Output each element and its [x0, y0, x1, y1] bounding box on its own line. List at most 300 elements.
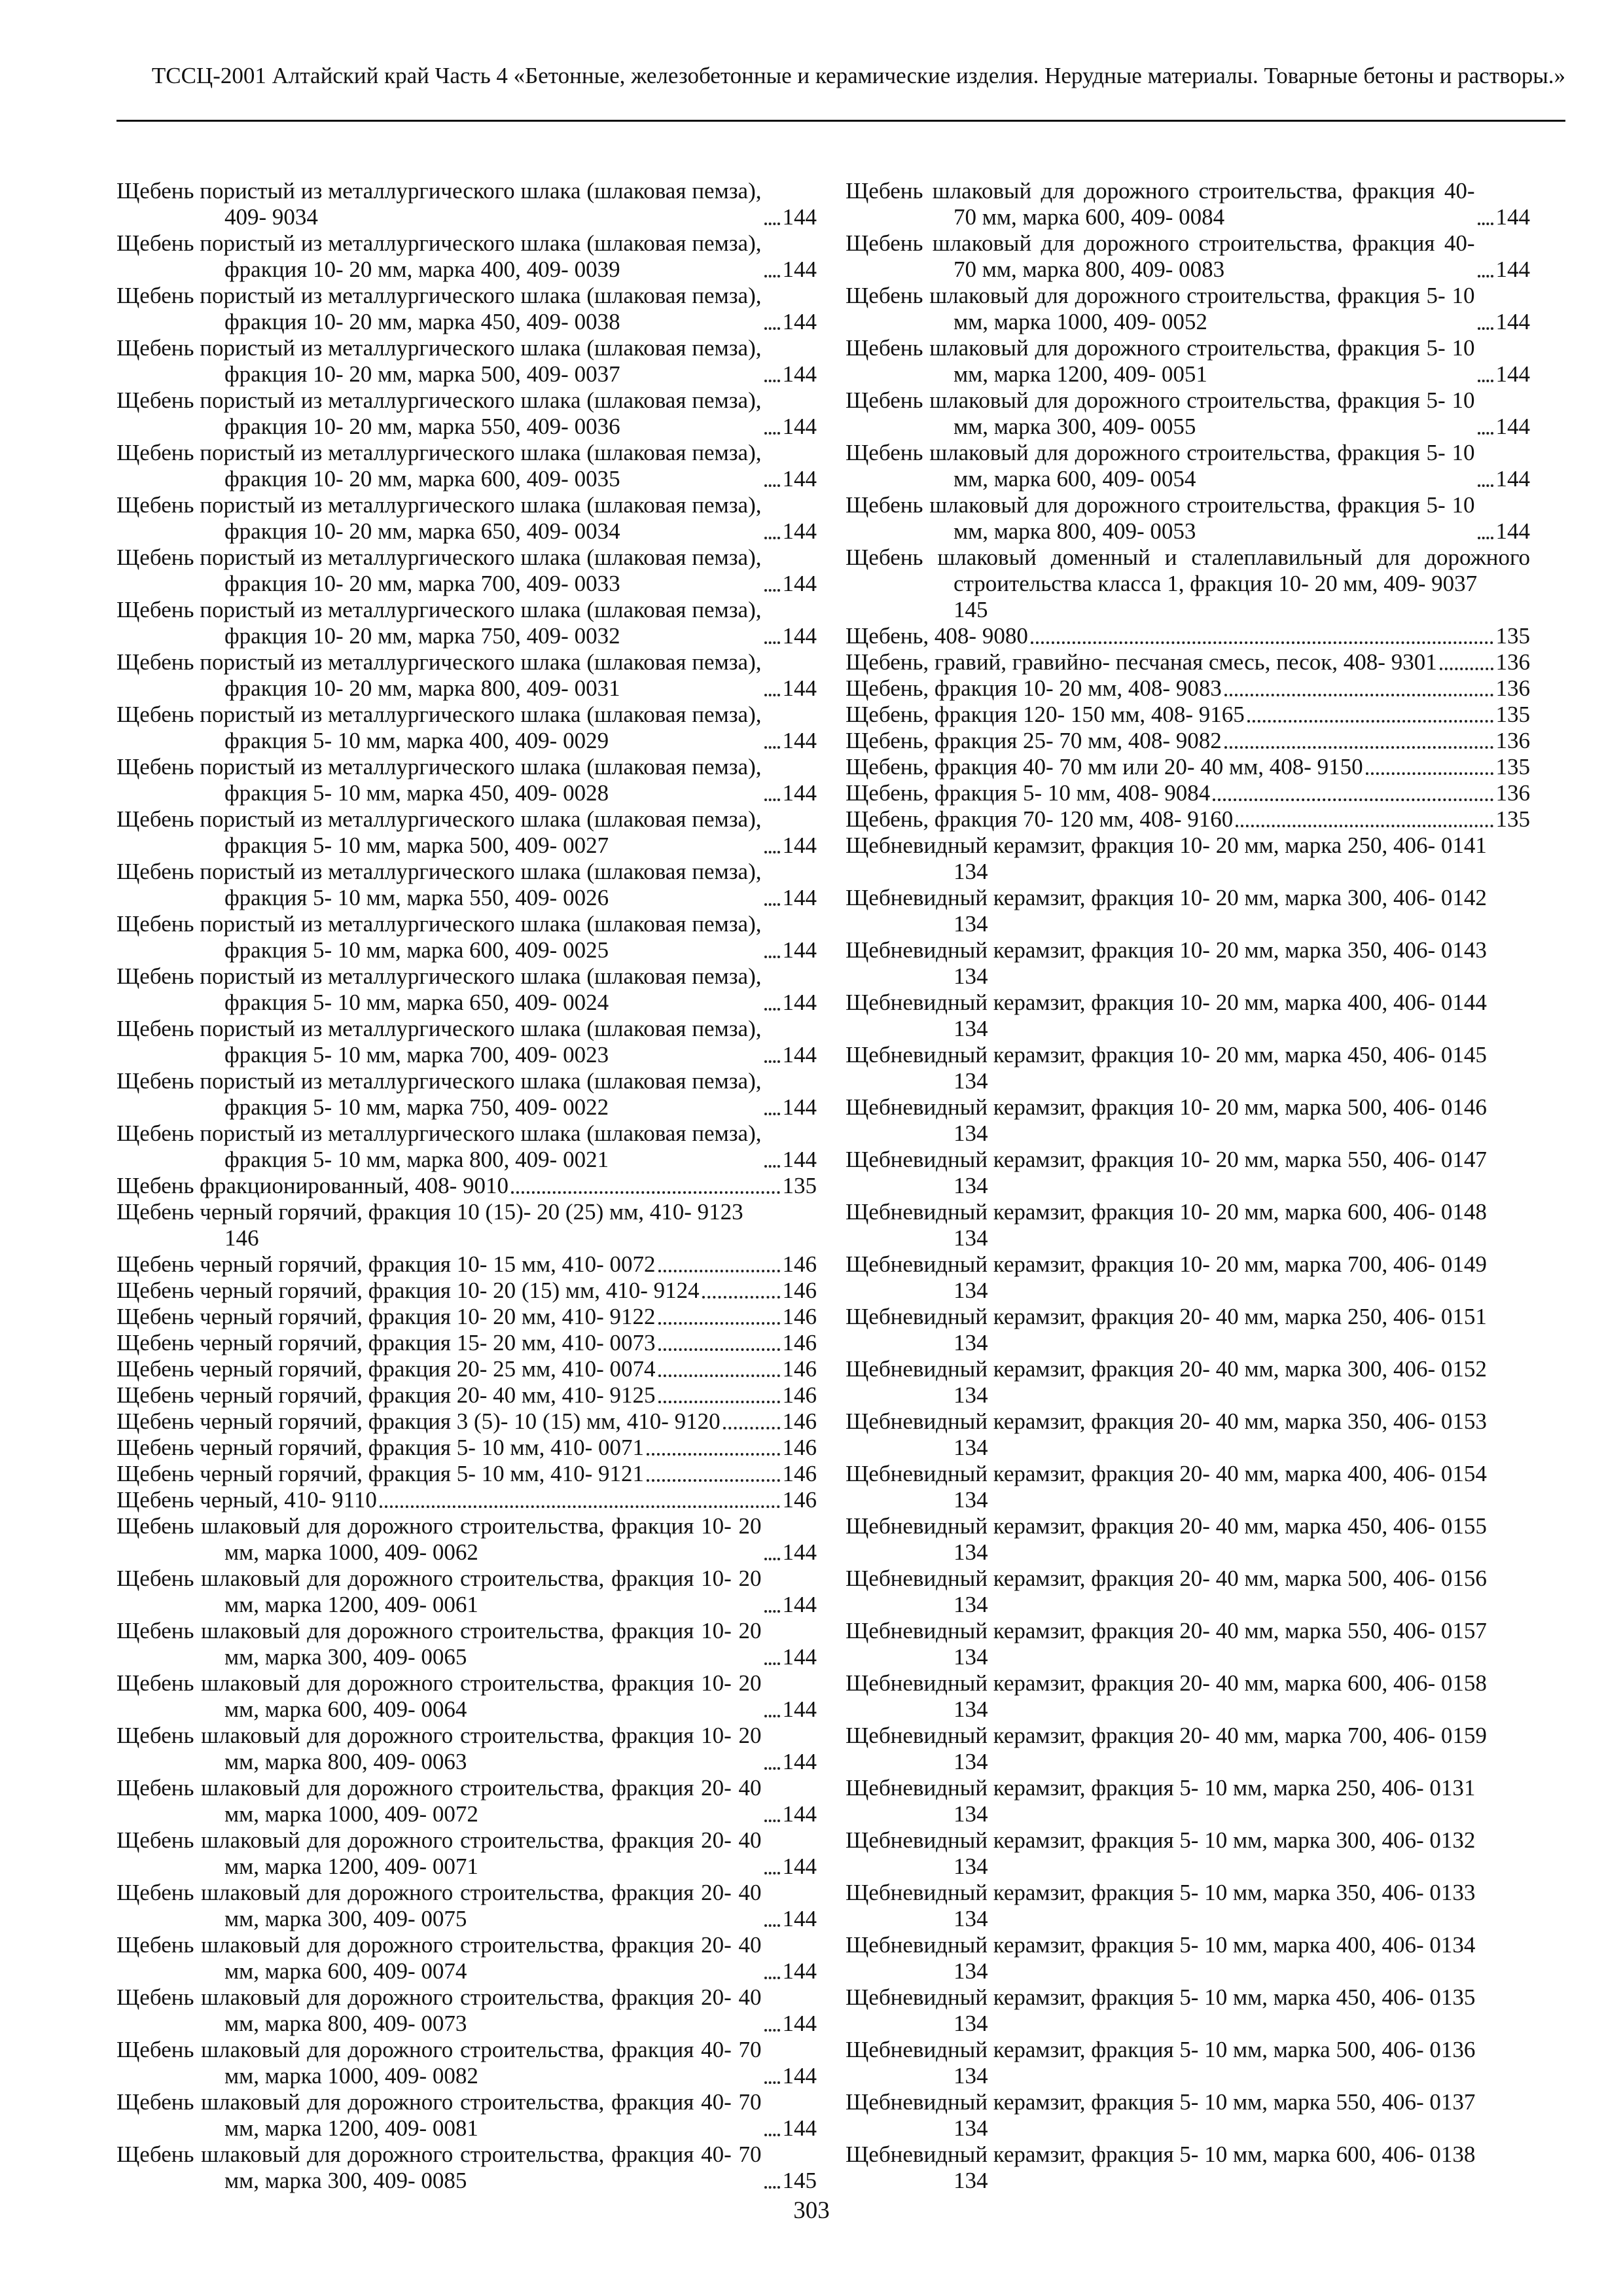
- index-entry-page: 144: [1495, 361, 1530, 387]
- index-entry: [846, 1618, 1530, 1670]
- index-entry-page: 144: [782, 1801, 817, 1827]
- index-entry-page: 144: [782, 1539, 817, 1565]
- dot-leader: [658, 1348, 780, 1351]
- index-entry-text: Щебень шлаковый для дорожного строительства, фракция 5- 10 мм, марка 800, 409- 0053: [846, 492, 1475, 544]
- dot-leader: [1213, 798, 1493, 801]
- index-entry-text: Щебневидный керамзит, фракция 20- 40 мм, марка 550, 406- 0157: [846, 1618, 1487, 1643]
- index-column-right: [846, 178, 1530, 2194]
- dot-leader: [764, 2134, 780, 2136]
- index-entry-page: 134: [954, 2168, 988, 2193]
- index-entry-text: Щебневидный керамзит, фракция 10- 20 мм, марка 350, 406- 0143: [846, 937, 1487, 963]
- dot-leader: [764, 1662, 780, 1665]
- index-entry-text: Щебень шлаковый для дорожного строительства, фракция 20- 40 мм, марка 1200, 409- 0071: [116, 1827, 762, 1879]
- index-entry-page: 134: [954, 1435, 988, 1460]
- index-entry: [116, 1670, 817, 1723]
- index-entry-text: Щебневидный керамзит, фракция 5- 10 мм, марка 550, 406- 0137: [846, 2089, 1476, 2115]
- index-entry-page: 145: [954, 597, 988, 622]
- dot-leader: [647, 1453, 779, 1456]
- index-entry-text: Щебень пористый из металлургического шлака (шлаковая пемза), фракция 5- 10 мм, марка 650, 409- 0024: [116, 963, 762, 1015]
- index-entry: [116, 230, 817, 283]
- index-entry: [846, 1408, 1530, 1461]
- index-entry-page: 144: [782, 2115, 817, 2141]
- index-entry-page: 134: [954, 1801, 988, 1827]
- index-entry-page: 144: [1495, 466, 1530, 492]
- index-entry-page: 144: [782, 1906, 817, 1931]
- index-entry: [116, 806, 817, 859]
- dot-leader: [1478, 327, 1493, 330]
- index-entry-page: 134: [954, 2115, 988, 2141]
- index-entry-page: 146: [782, 1330, 817, 1355]
- index-entry-text: Щебень черный горячий, фракция 10 (15)- 20 (25) мм, 410- 9123: [116, 1199, 743, 1225]
- index-entry: [846, 1147, 1530, 1199]
- index-entry-page: 144: [782, 780, 817, 806]
- index-entry-page: 146: [782, 1435, 817, 1460]
- index-entry: [116, 387, 817, 440]
- index-entry: [846, 1827, 1530, 1880]
- index-entry: [116, 1068, 817, 1121]
- index-entry-text: Щебень фракционированный, 408- 9010: [116, 1173, 509, 1198]
- index-entry-text: Щебень шлаковый для дорожного строительства, фракция 40- 70 мм, марка 1000, 409- 0082: [116, 2037, 762, 2089]
- dot-leader: [764, 327, 780, 330]
- dot-leader: [764, 746, 780, 749]
- index-entry-text: Щебень, фракция 10- 20 мм, 408- 9083: [846, 675, 1222, 701]
- index-entry: [846, 728, 1530, 754]
- index-entry: [846, 780, 1530, 806]
- index-entry-page: 134: [954, 1278, 988, 1303]
- index-entry-text: Щебень пористый из металлургического шлака (шлаковая пемза), фракция 10- 20 мм, марка 600, 409- 0035: [116, 440, 762, 492]
- index-entry-text: Щебень черный горячий, фракция 15- 20 мм, 410- 0073: [116, 1330, 656, 1355]
- index-entry-page: 135: [1495, 754, 1530, 780]
- dot-leader: [764, 1715, 780, 1717]
- index-entry: [846, 1775, 1530, 1827]
- index-entry-page: 136: [1495, 649, 1530, 675]
- index-entry-page: 144: [782, 361, 817, 387]
- index-entry-text: Щебень, фракция 40- 70 мм или 20- 40 мм, 408- 9150: [846, 754, 1363, 780]
- dot-leader: [764, 2081, 780, 2084]
- index-entry: [116, 2142, 817, 2194]
- index-entry-text: Щебневидный керамзит, фракция 10- 20 мм, марка 600, 406- 0148: [846, 1199, 1487, 1225]
- dot-leader: [764, 694, 780, 696]
- index-entry-page: 144: [782, 1592, 817, 1617]
- index-entry-page: 134: [954, 1330, 988, 1355]
- index-entry-text: Щебневидный керамзит, фракция 5- 10 мм, марка 600, 406- 0138: [846, 2142, 1476, 2167]
- index-entry-text: Щебень шлаковый для дорожного строительства, фракция 20- 40 мм, марка 800, 409- 0073: [116, 1984, 762, 2036]
- index-entry-page: 136: [1495, 675, 1530, 701]
- index-entry-text: Щебень шлаковый для дорожного строительства, фракция 10- 20 мм, марка 300, 409- 0065: [116, 1618, 762, 1670]
- index-entry-page: 144: [782, 204, 817, 230]
- index-entry-text: Щебень черный горячий, фракция 3 (5)- 10 (15) мм, 410- 9120: [116, 1408, 721, 1434]
- index-entry-page: 144: [782, 1854, 817, 1879]
- index-entry: [846, 702, 1530, 728]
- index-entry-page: 144: [782, 1696, 817, 1722]
- index-entry-page: 134: [954, 1487, 988, 1513]
- index-entry-page: 144: [782, 1042, 817, 1067]
- index-entry-page: 144: [782, 1644, 817, 1670]
- index-entry-page: 144: [782, 937, 817, 963]
- index-entry-text: Щебневидный керамзит, фракция 10- 20 мм, марка 450, 406- 0145: [846, 1042, 1487, 1067]
- index-entry: [846, 1094, 1530, 1147]
- dot-leader: [764, 1165, 780, 1168]
- index-entry-text: Щебневидный керамзит, фракция 10- 20 мм, марка 700, 406- 0149: [846, 1251, 1487, 1277]
- index-entry: [846, 1356, 1530, 1408]
- dot-leader: [764, 484, 780, 487]
- index-entry-text: Щебень шлаковый для дорожного строительства, фракция 5- 10 мм, марка 300, 409- 0055: [846, 387, 1475, 439]
- index-entry-page: 134: [954, 2011, 988, 2036]
- index-entry-text: Щебень пористый из металлургического шлака (шлаковая пемза), фракция 10- 20 мм, марка 400, 409- 0039: [116, 230, 762, 282]
- index-entry-text: Щебень пористый из металлургического шлака (шлаковая пемза), 409- 9034: [116, 178, 762, 230]
- index-entry: [846, 1199, 1530, 1251]
- index-entry: [116, 911, 817, 963]
- index-entry-page: 146: [782, 1487, 817, 1513]
- index-entry-text: Щебневидный керамзит, фракция 5- 10 мм, марка 450, 406- 0135: [846, 1984, 1476, 2010]
- index-entry: [846, 806, 1530, 833]
- index-entry-page: 134: [954, 1958, 988, 1984]
- index-entry: [116, 1016, 817, 1068]
- index-entry-text: Щебень шлаковый для дорожного строительства, фракция 20- 40 мм, марка 1000, 409- 0072: [116, 1775, 762, 1827]
- index-column-left: [116, 178, 817, 2194]
- index-entry: [846, 885, 1530, 937]
- index-entry-text: Щебень пористый из металлургического шлака (шлаковая пемза), фракция 5- 10 мм, марка 750, 409- 0022: [116, 1068, 762, 1120]
- index-entry: [846, 1304, 1530, 1356]
- index-entry: [116, 1330, 817, 1356]
- dot-leader: [1366, 772, 1493, 775]
- index-entry-text: Щебень пористый из металлургического шлака (шлаковая пемза), фракция 5- 10 мм, марка 450, 409- 0028: [116, 754, 762, 806]
- index-entry-page: 144: [782, 466, 817, 492]
- index-entry-page: 146: [782, 1382, 817, 1408]
- index-entry: [846, 2142, 1530, 2194]
- index-entry-page: 144: [1495, 257, 1530, 282]
- index-entry-page: 135: [782, 1173, 817, 1198]
- index-entry: [846, 1670, 1530, 1723]
- index-entry: [846, 623, 1530, 649]
- index-entry: [846, 1723, 1530, 1775]
- index-entry: [846, 1932, 1530, 1984]
- index-entry-text: Щебень шлаковый для дорожного строительства, фракция 20- 40 мм, марка 300, 409- 0075: [116, 1880, 762, 1931]
- dot-leader: [764, 223, 780, 225]
- index-entry-text: Щебень черный горячий, фракция 5- 10 мм, 410- 0071: [116, 1435, 645, 1460]
- index-entry-text: Щебень, гравий, гравийно- песчаная смесь, песок, 408- 9301: [846, 649, 1437, 675]
- dot-leader: [764, 1767, 780, 1770]
- index-entry: [846, 649, 1530, 675]
- dot-leader: [764, 956, 780, 958]
- index-entry-page: 144: [1495, 518, 1530, 544]
- index-entry: [846, 335, 1530, 387]
- index-entry: [116, 1251, 817, 1278]
- index-entry: [116, 1775, 817, 1827]
- index-entry-text: Щебень пористый из металлургического шлака (шлаковая пемза), фракция 5- 10 мм, марка 400, 409- 0029: [116, 702, 762, 753]
- index-entry-page: 144: [782, 2063, 817, 2089]
- index-entry-text: Щебневидный керамзит, фракция 20- 40 мм, марка 600, 406- 0158: [846, 1670, 1487, 1696]
- index-entry: [116, 178, 817, 230]
- index-entry-text: Щебень шлаковый для дорожного строительства, фракция 40- 70 мм, марка 600, 409- 0084: [846, 178, 1475, 230]
- index-entry-page: 134: [954, 1854, 988, 1879]
- index-entry-text: Щебневидный керамзит, фракция 5- 10 мм, марка 500, 406- 0136: [846, 2037, 1476, 2062]
- index-entry-text: Щебень, 408- 9080: [846, 623, 1028, 649]
- index-entry: [116, 754, 817, 806]
- dot-leader: [1031, 641, 1493, 644]
- index-entry-text: Щебень пористый из металлургического шлака (шлаковая пемза), фракция 10- 20 мм, марка 700, 409- 0033: [116, 545, 762, 596]
- index-entry-page: 144: [782, 1958, 817, 1984]
- dot-leader: [1224, 694, 1493, 696]
- index-entry: [846, 492, 1530, 545]
- index-entry-text: Щебневидный керамзит, фракция 5- 10 мм, марка 250, 406- 0131: [846, 1775, 1476, 1801]
- index-entry-page: 136: [1495, 728, 1530, 753]
- index-entry-text: Щебень черный горячий, фракция 10- 20 мм, 410- 9122: [116, 1304, 656, 1329]
- index-entry: [116, 1199, 817, 1251]
- index-entry-text: Щебень, фракция 70- 120 мм, 408- 9160: [846, 806, 1234, 832]
- dot-leader: [764, 2029, 780, 2032]
- dot-leader: [764, 1060, 780, 1063]
- index-entry-text: Щебневидный керамзит, фракция 20- 40 мм, марка 500, 406- 0156: [846, 1566, 1487, 1591]
- dot-leader: [764, 851, 780, 853]
- index-entry-page: 146: [782, 1356, 817, 1382]
- index-entry: [116, 1435, 817, 1461]
- index-entry-text: Щебень шлаковый для дорожного строительства, фракция 5- 10 мм, марка 600, 409- 0054: [846, 440, 1475, 492]
- index-entry: [116, 2089, 817, 2142]
- index-entry: [116, 2037, 817, 2089]
- index-entry-text: Щебень шлаковый для дорожного строительства, фракция 10- 20 мм, марка 600, 409- 0064: [116, 1670, 762, 1722]
- index-entry-page: 144: [1495, 309, 1530, 334]
- dot-leader: [511, 1191, 779, 1194]
- index-entry-text: Щебень, фракция 25- 70 мм, 408- 9082: [846, 728, 1222, 753]
- index-entry: [846, 2089, 1530, 2142]
- dot-leader: [1478, 432, 1493, 435]
- index-entry-page: 134: [954, 1173, 988, 1198]
- dot-leader: [1224, 746, 1493, 749]
- index-entry-text: Щебень пористый из металлургического шлака (шлаковая пемза), фракция 10- 20 мм, марка 500, 409- 0037: [116, 335, 762, 387]
- index-entry-page: 134: [954, 1121, 988, 1146]
- dot-leader: [723, 1427, 780, 1429]
- index-entry: [116, 597, 817, 649]
- index-entry: [116, 963, 817, 1016]
- index-entry-page: 144: [782, 675, 817, 701]
- index-entry-page: 144: [782, 309, 817, 334]
- index-entry: [846, 1566, 1530, 1618]
- index-entry: [846, 1461, 1530, 1513]
- index-entry: [846, 833, 1530, 885]
- dot-leader: [702, 1296, 780, 1299]
- index-entry-text: Щебень шлаковый для дорожного строительства, фракция 10- 20 мм, марка 1000, 409- 0062: [116, 1513, 762, 1565]
- dot-leader: [647, 1479, 779, 1482]
- index-entry-text: Щебень пористый из металлургического шлака (шлаковая пемза), фракция 10- 20 мм, марка 750, 409- 0032: [116, 597, 762, 649]
- page-number: 303: [793, 2197, 830, 2224]
- index-entry-page: 134: [954, 1592, 988, 1617]
- index-entry-page: 134: [954, 1696, 988, 1722]
- dot-leader: [1236, 825, 1493, 827]
- index-entry: [116, 335, 817, 387]
- index-entry: [116, 1984, 817, 2037]
- index-entry-text: Щебневидный керамзит, фракция 20- 40 мм, марка 300, 406- 0152: [846, 1356, 1487, 1382]
- index-entry-text: Щебень пористый из металлургического шлака (шлаковая пемза), фракция 10- 20 мм, марка 800, 409- 0031: [116, 649, 762, 701]
- index-entry-page: 144: [1495, 204, 1530, 230]
- index-entry: [846, 990, 1530, 1042]
- index-entry-page: 144: [782, 2011, 817, 2036]
- index-entry: [116, 1723, 817, 1775]
- index-entry-text: Щебень шлаковый для дорожного строительства, фракция 40- 70 мм, марка 300, 409- 0085: [116, 2142, 762, 2193]
- index-entry-text: Щебень шлаковый для дорожного строительства, фракция 40- 70 мм, марка 1200, 409- 0081: [116, 2089, 762, 2141]
- index-entry: [116, 702, 817, 754]
- index-entry: [846, 1513, 1530, 1566]
- index-entry: [846, 1251, 1530, 1304]
- index-entry-page: 144: [782, 728, 817, 753]
- dot-leader: [764, 589, 780, 592]
- index-entry: [116, 1304, 817, 1330]
- index-entry-text: Щебневидный керамзит, фракция 10- 20 мм, марка 500, 406- 0146: [846, 1094, 1487, 1120]
- dot-leader: [764, 641, 780, 644]
- index-entry: [116, 1487, 817, 1513]
- dot-leader: [764, 275, 780, 278]
- index-entry-text: Щебневидный керамзит, фракция 20- 40 мм, марка 700, 406- 0159: [846, 1723, 1487, 1748]
- index-entry: [846, 675, 1530, 702]
- index-entry-page: 134: [954, 1644, 988, 1670]
- dot-leader: [1440, 668, 1493, 670]
- index-entry: [116, 1827, 817, 1880]
- index-entry-page: 144: [782, 571, 817, 596]
- index-entry: [846, 937, 1530, 990]
- index-entry: [116, 1173, 817, 1199]
- index-entry-text: Щебневидный керамзит, фракция 5- 10 мм, марка 400, 406- 0134: [846, 1932, 1476, 1958]
- index-entry: [116, 1382, 817, 1408]
- index-entry-page: 144: [782, 833, 817, 858]
- index-entry-text: Щебень пористый из металлургического шлака (шлаковая пемза), фракция 10- 20 мм, марка 550, 409- 0036: [116, 387, 762, 439]
- index-entry: [116, 492, 817, 545]
- index-entry-text: Щебневидный керамзит, фракция 10- 20 мм, марка 250, 406- 0141: [846, 833, 1487, 858]
- index-entry-text: Щебневидный керамзит, фракция 20- 40 мм, марка 350, 406- 0153: [846, 1408, 1487, 1434]
- dot-leader: [764, 1008, 780, 1011]
- index-entry: [116, 1880, 817, 1932]
- dot-leader: [764, 1977, 780, 1979]
- dot-leader: [764, 432, 780, 435]
- dot-leader: [1478, 223, 1493, 225]
- index-entry-page: 144: [782, 1749, 817, 1774]
- index-entry-page: 146: [224, 1225, 259, 1251]
- header-rule: [116, 120, 1565, 122]
- index-entry: [846, 178, 1530, 230]
- index-entry: [846, 1984, 1530, 2037]
- index-entry-page: 144: [782, 1094, 817, 1120]
- index-entry-text: Щебневидный керамзит, фракция 5- 10 мм, марка 300, 406- 0132: [846, 1827, 1476, 1853]
- index-entry-text: Щебневидный керамзит, фракция 20- 40 мм, марка 450, 406- 0155: [846, 1513, 1487, 1539]
- dot-leader: [1478, 380, 1493, 382]
- index-entry-text: Щебень шлаковый доменный и сталеплавильный для дорожного строительства класса 1, фракция 10- 20 мм, 409- 9037: [846, 545, 1530, 596]
- dot-leader: [658, 1270, 780, 1272]
- index-entry-text: Щебень пористый из металлургического шлака (шлаковая пемза), фракция 10- 20 мм, марка 650, 409- 0034: [116, 492, 762, 544]
- index-entry-text: Щебень черный горячий, фракция 10- 15 мм, 410- 0072: [116, 1251, 656, 1277]
- dot-leader: [658, 1401, 780, 1403]
- index-entry-page: 134: [954, 911, 988, 937]
- index-entry-page: 134: [954, 1068, 988, 1094]
- index-entry: [846, 230, 1530, 283]
- index-entry-page: 134: [954, 2063, 988, 2089]
- index-entry-text: Щебень черный горячий, фракция 20- 40 мм, 410- 9125: [116, 1382, 656, 1408]
- dot-leader: [764, 537, 780, 539]
- index-entry-text: Щебень черный горячий, фракция 10- 20 (15) мм, 410- 9124: [116, 1278, 700, 1303]
- index-entry-page: 144: [782, 623, 817, 649]
- index-entry-page: 134: [954, 1016, 988, 1041]
- index-entry-text: Щебневидный керамзит, фракция 10- 20 мм, марка 300, 406- 0142: [846, 885, 1487, 910]
- index-entry: [116, 283, 817, 335]
- index-entry-text: Щебень черный горячий, фракция 5- 10 мм, 410- 9121: [116, 1461, 645, 1486]
- index-entry: [116, 1461, 817, 1487]
- dot-leader: [764, 1924, 780, 1927]
- index-entry-text: Щебень пористый из металлургического шлака (шлаковая пемза), фракция 5- 10 мм, марка 800, 409- 0021: [116, 1121, 762, 1172]
- index-entry: [846, 387, 1530, 440]
- dot-leader: [764, 903, 780, 906]
- dot-leader: [764, 1558, 780, 1560]
- index-entry-text: Щебень черный, 410- 9110: [116, 1487, 377, 1513]
- index-entry: [116, 1513, 817, 1566]
- index-entry-page: 146: [782, 1251, 817, 1277]
- index-entry-page: 134: [954, 963, 988, 989]
- index-entry: [846, 545, 1530, 623]
- dot-leader: [1478, 537, 1493, 539]
- index-entry-text: Щебневидный керамзит, фракция 10- 20 мм, марка 400, 406- 0144: [846, 990, 1487, 1015]
- index-entry-page: 135: [1495, 623, 1530, 649]
- index-entry: [846, 2037, 1530, 2089]
- index-entry: [116, 1121, 817, 1173]
- index-entry: [116, 1408, 817, 1435]
- dot-leader: [1247, 720, 1493, 723]
- index-entry: [116, 1566, 817, 1618]
- dot-leader: [658, 1322, 780, 1325]
- index-entry-text: Щебневидный керамзит, фракция 5- 10 мм, марка 350, 406- 0133: [846, 1880, 1476, 1905]
- index-entry: [846, 754, 1530, 780]
- dot-leader: [764, 1113, 780, 1115]
- index-entry: [116, 1356, 817, 1382]
- index-entry-text: Щебень шлаковый для дорожного строительства, фракция 5- 10 мм, марка 1000, 409- 0052: [846, 283, 1475, 334]
- index-entry-page: 135: [1495, 806, 1530, 832]
- dot-leader: [658, 1374, 780, 1377]
- index-entry-page: 144: [782, 885, 817, 910]
- index-entry-text: Щебень шлаковый для дорожного строительства, фракция 10- 20 мм, марка 800, 409- 0063: [116, 1723, 762, 1774]
- index-entry-page: 144: [782, 414, 817, 439]
- dot-leader: [764, 1610, 780, 1613]
- index-entry-text: Щебневидный керамзит, фракция 10- 20 мм, марка 550, 406- 0147: [846, 1147, 1487, 1172]
- index-entry-page: 134: [954, 1225, 988, 1251]
- index-entry-page: 146: [782, 1278, 817, 1303]
- index-entry-text: Щебневидный керамзит, фракция 20- 40 мм, марка 400, 406- 0154: [846, 1461, 1487, 1486]
- index-entry-text: Щебневидный керамзит, фракция 20- 40 мм, марка 250, 406- 0151: [846, 1304, 1487, 1329]
- index-entry-text: Щебень шлаковый для дорожного строительства, фракция 10- 20 мм, марка 1200, 409- 0061: [116, 1566, 762, 1617]
- dot-leader: [764, 1820, 780, 1822]
- index-entry-page: 146: [782, 1304, 817, 1329]
- index-entry: [116, 1618, 817, 1670]
- index-entry-text: Щебень пористый из металлургического шлака (шлаковая пемза), фракция 5- 10 мм, марка 500, 409- 0027: [116, 806, 762, 858]
- index-entry-page: 134: [954, 1749, 988, 1774]
- index-entry-page: 134: [954, 1906, 988, 1931]
- index-entry-page: 136: [1495, 780, 1530, 806]
- index-entry-text: Щебень пористый из металлургического шлака (шлаковая пемза), фракция 10- 20 мм, марка 450, 409- 0038: [116, 283, 762, 334]
- index-entry-page: 135: [1495, 702, 1530, 727]
- index-entry: [846, 1880, 1530, 1932]
- index-entry-page: 134: [954, 859, 988, 884]
- index-entry-text: Щебень шлаковый для дорожного строительства, фракция 40- 70 мм, марка 800, 409- 0083: [846, 230, 1475, 282]
- index-entry: [116, 859, 817, 911]
- index-entry: [116, 1932, 817, 1984]
- dot-leader: [764, 380, 780, 382]
- index-entry-page: 144: [1495, 414, 1530, 439]
- index-entry-page: 146: [782, 1461, 817, 1486]
- index-entry-page: 134: [954, 1539, 988, 1565]
- page-header: ТССЦ-2001 Алтайский край Часть 4 «Бетонные, железобетонные и керамические изделия. Нерудные материалы. Товарные бетоны и растворы.»: [151, 63, 1565, 88]
- index-entry-page: 145: [782, 2168, 817, 2193]
- index-entry-page: 144: [782, 990, 817, 1015]
- index-entry-text: Щебень пористый из металлургического шлака (шлаковая пемза), фракция 5- 10 мм, марка 700, 409- 0023: [116, 1016, 762, 1067]
- index-entry-page: 144: [782, 1147, 817, 1172]
- dot-leader: [380, 1505, 780, 1508]
- dot-leader: [764, 2186, 780, 2189]
- index-entry: [116, 545, 817, 597]
